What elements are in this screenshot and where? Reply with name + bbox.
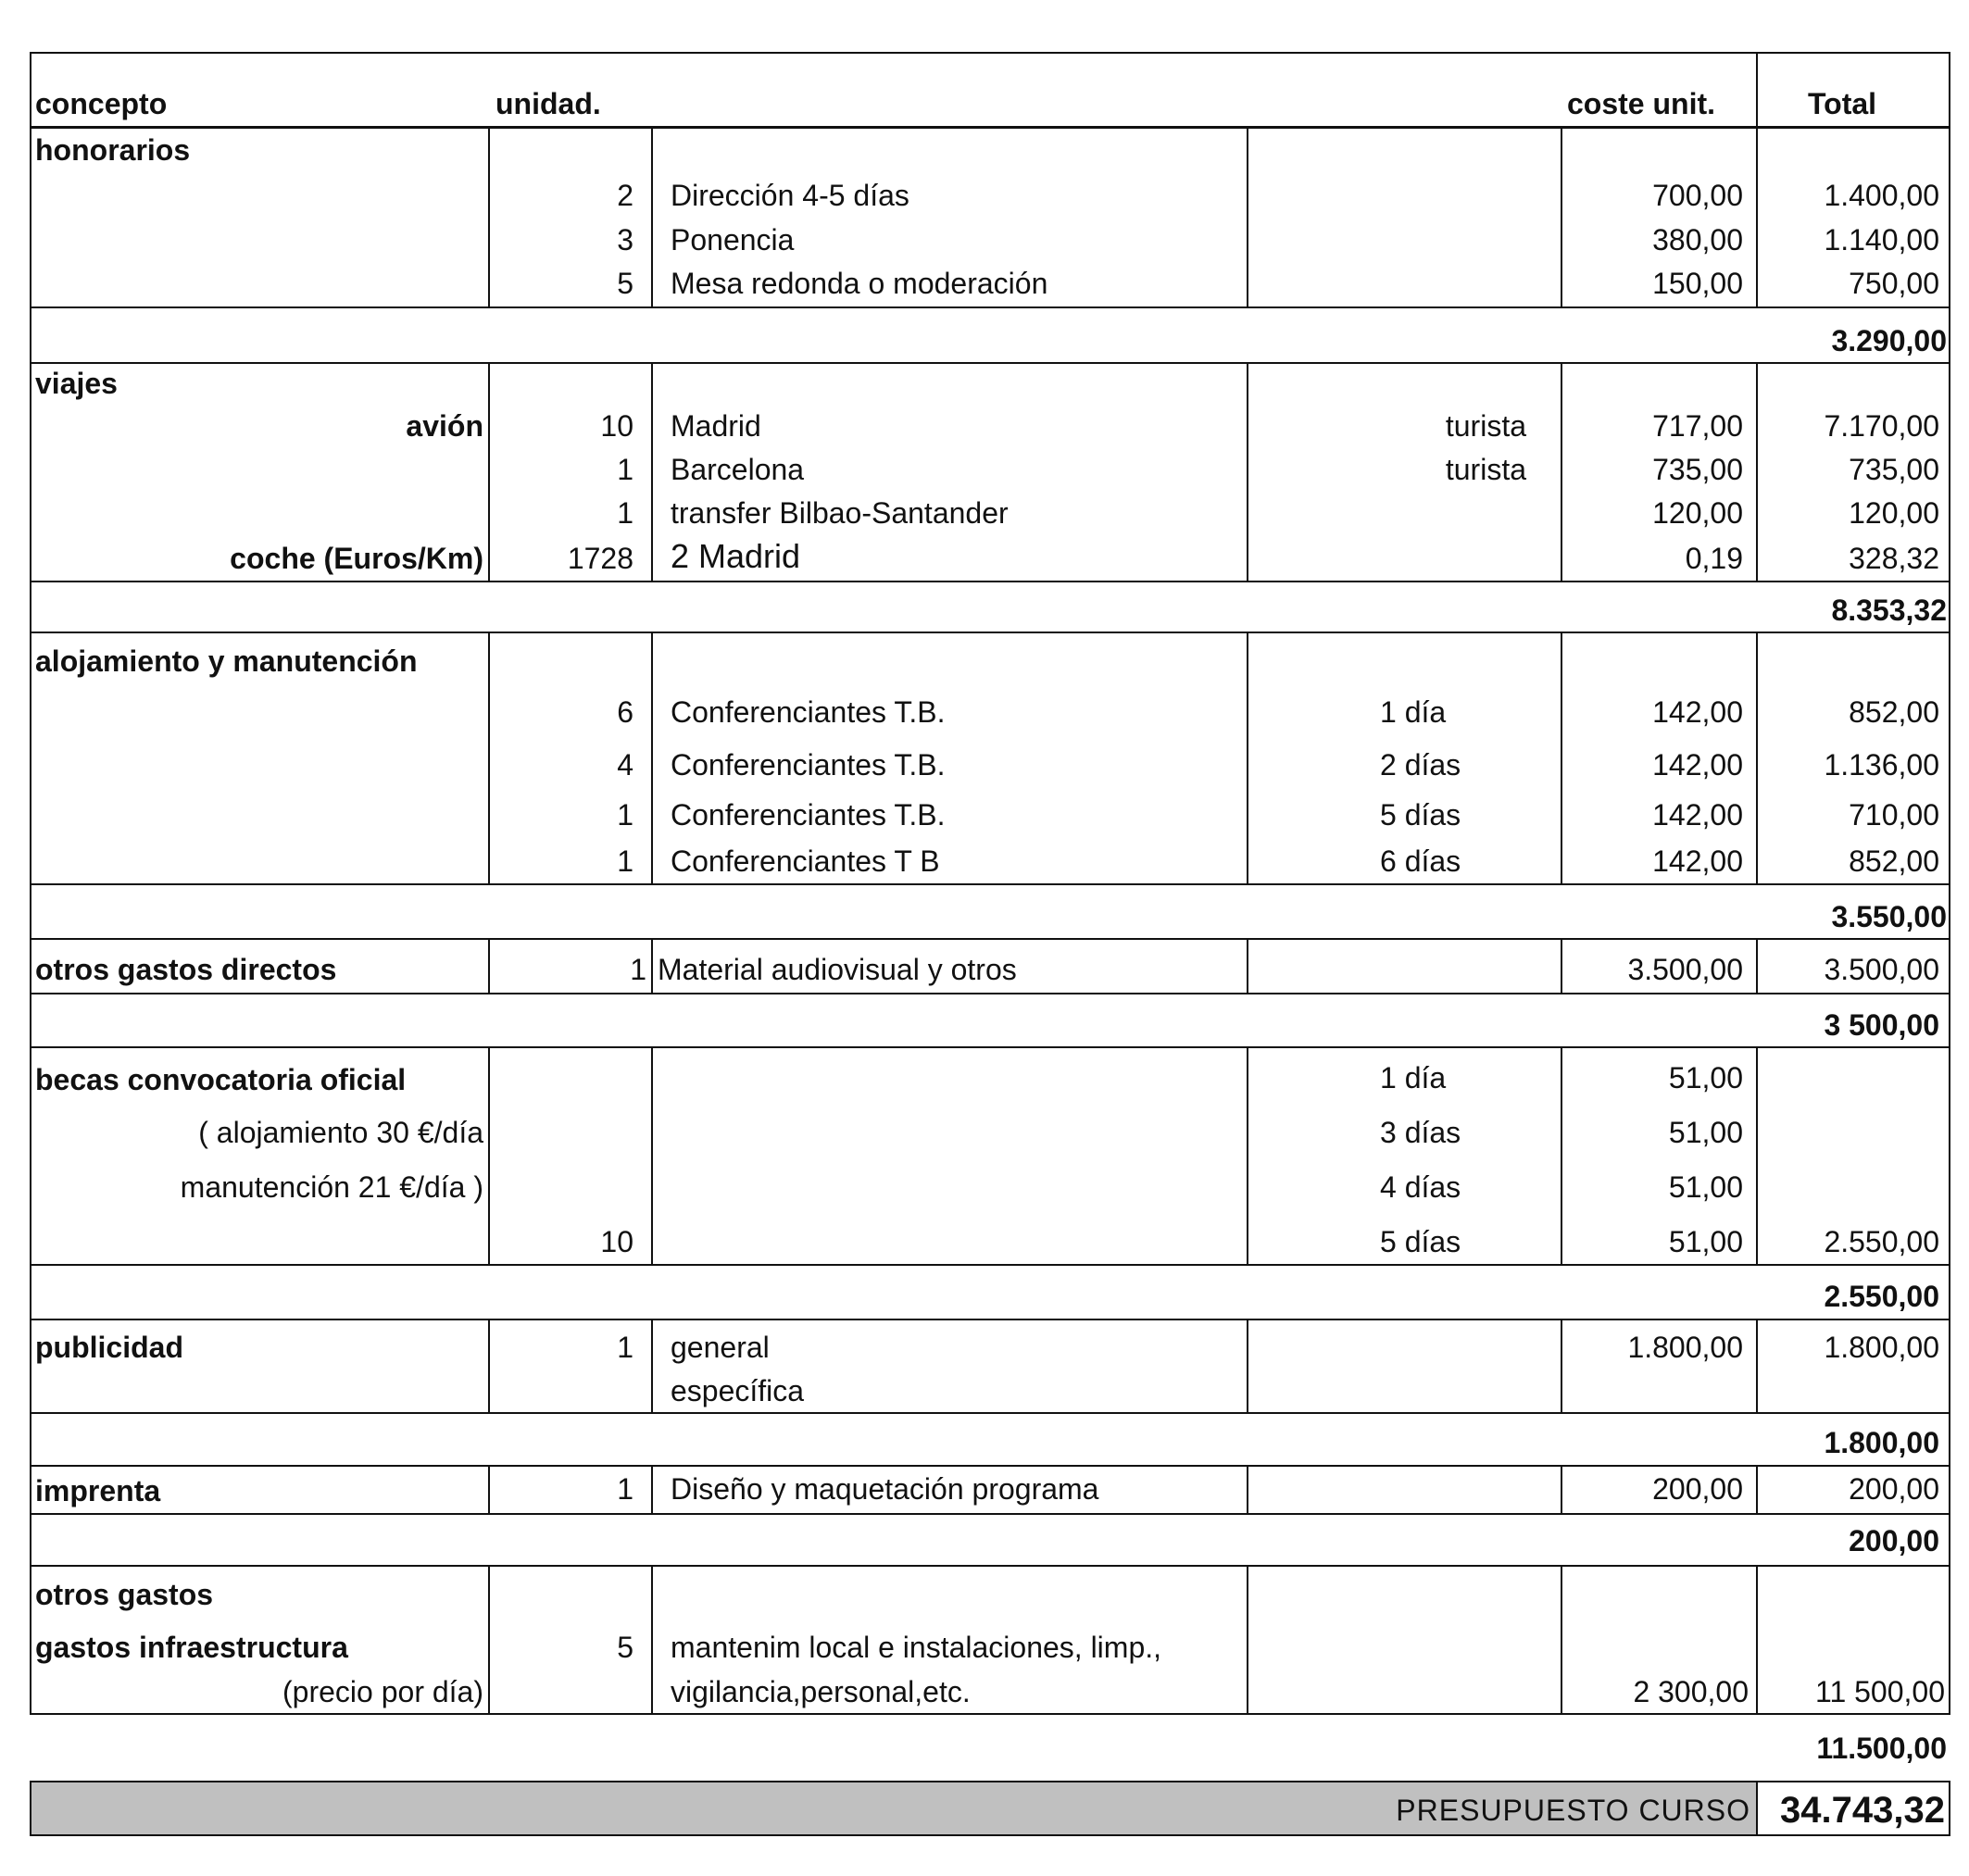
description: Material audiovisual y otros: [658, 953, 1017, 986]
grand-total-label: PRESUPUESTO CURSO: [1396, 1794, 1750, 1827]
rule: [1561, 1567, 1562, 1715]
rule: [1247, 633, 1248, 885]
description: Madrid: [671, 409, 761, 443]
rule: [30, 126, 1950, 129]
grand-total-value: 34.743,32: [1780, 1790, 1945, 1831]
unit-cost: 2 300,00: [1633, 1675, 1749, 1708]
description: vigilancia,personal,etc.: [671, 1675, 971, 1708]
rule: [1949, 52, 1950, 308]
unit-cost: 120,00: [1652, 496, 1743, 530]
description: 2 Madrid: [671, 537, 801, 575]
rule: [30, 1048, 31, 1266]
rule: [488, 1467, 490, 1515]
rule: [1247, 127, 1248, 308]
rule: [30, 632, 1950, 633]
rule: [30, 633, 31, 885]
extra: 2 días: [1380, 748, 1461, 782]
extra: 1 día: [1380, 695, 1447, 729]
line-total: 7.170,00: [1824, 409, 1939, 443]
line-total: 735,00: [1849, 453, 1939, 486]
rule: [30, 581, 1950, 582]
subtotal: 2.550,00: [1824, 1280, 1939, 1313]
rule: [1949, 1781, 1950, 1836]
rule: [30, 1046, 1950, 1048]
header-coste: coste unit.: [1567, 87, 1716, 120]
section-title: honorarios: [35, 133, 191, 167]
extra: 1 día: [1380, 1061, 1447, 1094]
units: 5: [617, 267, 633, 300]
rule: [1561, 940, 1562, 994]
rule: [1561, 1467, 1562, 1515]
section-title: otros gastos directos: [35, 953, 337, 986]
rule: [30, 582, 31, 633]
rule: [1561, 1048, 1562, 1266]
line-total: 2.550,00: [1824, 1225, 1939, 1258]
rule: [1247, 364, 1248, 582]
unit-cost: 51,00: [1668, 1061, 1743, 1094]
section-subtitle: gastos infraestructura: [35, 1631, 348, 1664]
rule: [1949, 364, 1950, 582]
rule: [30, 1713, 1950, 1715]
rule: [1561, 127, 1562, 308]
unit-cost: 0,19: [1685, 542, 1743, 575]
unit-cost: 142,00: [1652, 695, 1743, 729]
units: 1: [617, 798, 633, 832]
rule: [30, 1412, 1950, 1414]
rule: [1561, 1320, 1562, 1414]
units: 1: [617, 1331, 633, 1364]
extra: 6 días: [1380, 844, 1461, 878]
unit-cost: 200,00: [1652, 1472, 1743, 1506]
section-title: publicidad: [35, 1331, 183, 1364]
rule: [651, 940, 653, 994]
subtotal: 8.353,32: [1831, 594, 1947, 627]
unit-cost: 51,00: [1668, 1170, 1743, 1204]
rule: [1756, 1320, 1758, 1414]
subtotal: 3 500,00: [1824, 1008, 1939, 1042]
rule: [651, 1567, 653, 1715]
description: Conferenciantes T.B.: [671, 748, 946, 782]
unit-cost: 51,00: [1668, 1116, 1743, 1149]
rule: [30, 308, 31, 364]
section-title: becas convocatoria oficial: [35, 1063, 407, 1096]
rule: [1949, 308, 1950, 364]
extra: turista: [1445, 409, 1526, 443]
line-total: 852,00: [1849, 844, 1939, 878]
extra: turista: [1445, 453, 1526, 486]
rule: [30, 940, 31, 994]
rule: [30, 1565, 1950, 1567]
rule: [30, 1319, 1950, 1320]
extra: 4 días: [1380, 1170, 1461, 1204]
line-total: 1.136,00: [1824, 748, 1939, 782]
rule: [30, 993, 1950, 994]
section-title: alojamiento y manutención: [35, 644, 418, 678]
rule: [1949, 1414, 1950, 1467]
line-total: 1.800,00: [1824, 1331, 1939, 1364]
line-total: 710,00: [1849, 798, 1939, 832]
rule: [1756, 364, 1758, 582]
rule: [30, 1414, 31, 1467]
rule: [488, 127, 490, 308]
extra: 3 días: [1380, 1116, 1461, 1149]
rule: [488, 1048, 490, 1266]
rule: [488, 633, 490, 885]
subtotal: 11.500,00: [1816, 1732, 1947, 1765]
description: general: [671, 1331, 770, 1364]
rule: [30, 1515, 31, 1567]
rule: [30, 1465, 1950, 1467]
description: Diseño y maquetación programa: [671, 1472, 1099, 1506]
units: 1: [617, 1472, 633, 1506]
unit-cost: 380,00: [1652, 223, 1743, 256]
rule: [1949, 582, 1950, 633]
line-total: 200,00: [1849, 1472, 1939, 1506]
units: 4: [617, 748, 633, 782]
subtotal: 200,00: [1849, 1524, 1939, 1557]
unit-cost: 51,00: [1668, 1225, 1743, 1258]
description: Dirección 4-5 días: [671, 179, 909, 212]
rule: [30, 1567, 31, 1715]
units: 3: [617, 223, 633, 256]
unit-cost: 717,00: [1652, 409, 1743, 443]
extra: 5 días: [1380, 798, 1461, 832]
line-total: 1.400,00: [1824, 179, 1939, 212]
rule: [30, 994, 31, 1048]
rule: [651, 364, 653, 582]
description: específica: [671, 1374, 805, 1407]
rule: [1756, 633, 1758, 885]
rule: [1949, 1515, 1950, 1567]
section-title: otros gastos: [35, 1578, 214, 1611]
units: 1: [617, 496, 633, 530]
rule: [1247, 1048, 1248, 1266]
rule: [30, 52, 31, 308]
rule: [1949, 1567, 1950, 1715]
rule: [30, 362, 1950, 364]
line-total: 11 500,00: [1815, 1675, 1945, 1708]
rule: [1247, 1567, 1248, 1715]
subtotal: 1.800,00: [1824, 1426, 1939, 1459]
description: Conferenciantes T.B.: [671, 798, 946, 832]
rule: [30, 364, 31, 582]
rule: [1756, 1781, 1758, 1836]
line-total: 1.140,00: [1824, 223, 1939, 256]
unit-cost: 1.800,00: [1627, 1331, 1743, 1364]
row-label: avión: [406, 409, 483, 443]
rule: [30, 52, 1950, 54]
description: Conferenciantes T.B.: [671, 695, 946, 729]
rule: [1756, 1567, 1758, 1715]
units: 1: [617, 453, 633, 486]
rule: [1756, 940, 1758, 994]
rule: [651, 1320, 653, 1414]
rule: [30, 1781, 31, 1836]
rule: [1756, 1467, 1758, 1515]
section-title: imprenta: [35, 1474, 161, 1507]
becas-note: ( alojamiento 30 €/día: [198, 1116, 483, 1149]
units: 6: [617, 695, 633, 729]
rule: [30, 1467, 31, 1515]
header-concepto: concepto: [35, 87, 168, 120]
extra: 5 días: [1380, 1225, 1461, 1258]
units: 1728: [567, 542, 633, 575]
rule: [30, 1781, 1950, 1782]
line-total: 328,32: [1849, 542, 1939, 575]
rule: [1561, 364, 1562, 582]
rule: [30, 885, 31, 940]
becas-note: manutención 21 €/día ): [180, 1170, 483, 1204]
rule: [651, 633, 653, 885]
rule: [30, 1513, 1950, 1515]
header-total: Total: [1808, 87, 1877, 120]
rule: [30, 883, 1950, 885]
rule: [30, 938, 1950, 940]
description: Barcelona: [671, 453, 805, 486]
rule: [488, 364, 490, 582]
rule: [651, 1467, 653, 1515]
rule: [1949, 1266, 1950, 1320]
unit-cost: 150,00: [1652, 267, 1743, 300]
rule: [1949, 633, 1950, 885]
units: 5: [617, 1631, 633, 1664]
rule: [651, 1048, 653, 1266]
units: 1: [630, 953, 646, 986]
description: Mesa redonda o moderación: [671, 267, 1048, 300]
rule: [1949, 940, 1950, 994]
description: mantenim local e instalaciones, limp.,: [671, 1631, 1162, 1664]
subtotal: 3.290,00: [1831, 324, 1947, 357]
section-title: viajes: [35, 367, 118, 400]
otros-note: (precio por día): [282, 1675, 483, 1708]
description: transfer Bilbao-Santander: [671, 496, 1009, 530]
rule: [488, 940, 490, 994]
rule: [30, 1264, 1950, 1266]
line-total: 3.500,00: [1824, 953, 1939, 986]
rule: [1247, 940, 1248, 994]
rule: [30, 1834, 1950, 1836]
unit-cost: 700,00: [1652, 179, 1743, 212]
rule: [488, 1567, 490, 1715]
line-total: 852,00: [1849, 695, 1939, 729]
header-unidad: unidad.: [495, 87, 601, 120]
unit-cost: 142,00: [1652, 798, 1743, 832]
rule: [488, 1320, 490, 1414]
row-label: coche (Euros/Km): [230, 542, 483, 575]
rule: [1949, 994, 1950, 1048]
subtotal: 3.550,00: [1831, 900, 1947, 933]
rule: [30, 1320, 31, 1414]
rule: [1949, 885, 1950, 940]
rule: [1949, 1320, 1950, 1414]
unit-cost: 142,00: [1652, 844, 1743, 878]
units: 10: [600, 409, 633, 443]
description: Conferenciantes T B: [671, 844, 940, 878]
unit-cost: 3.500,00: [1627, 953, 1743, 986]
rule: [30, 1266, 31, 1320]
unit-cost: 735,00: [1652, 453, 1743, 486]
line-total: 120,00: [1849, 496, 1939, 530]
rule: [1247, 1467, 1248, 1515]
rule: [651, 127, 653, 308]
description: Ponencia: [671, 223, 795, 256]
line-total: 750,00: [1849, 267, 1939, 300]
units: 10: [600, 1225, 633, 1258]
rule: [1756, 1048, 1758, 1266]
units: 2: [617, 179, 633, 212]
units: 1: [617, 844, 633, 878]
rule: [1247, 1320, 1248, 1414]
rule: [1949, 1467, 1950, 1515]
rule: [1949, 1048, 1950, 1266]
rule: [30, 306, 1950, 308]
unit-cost: 142,00: [1652, 748, 1743, 782]
rule: [1561, 633, 1562, 885]
rule: [1756, 52, 1758, 308]
